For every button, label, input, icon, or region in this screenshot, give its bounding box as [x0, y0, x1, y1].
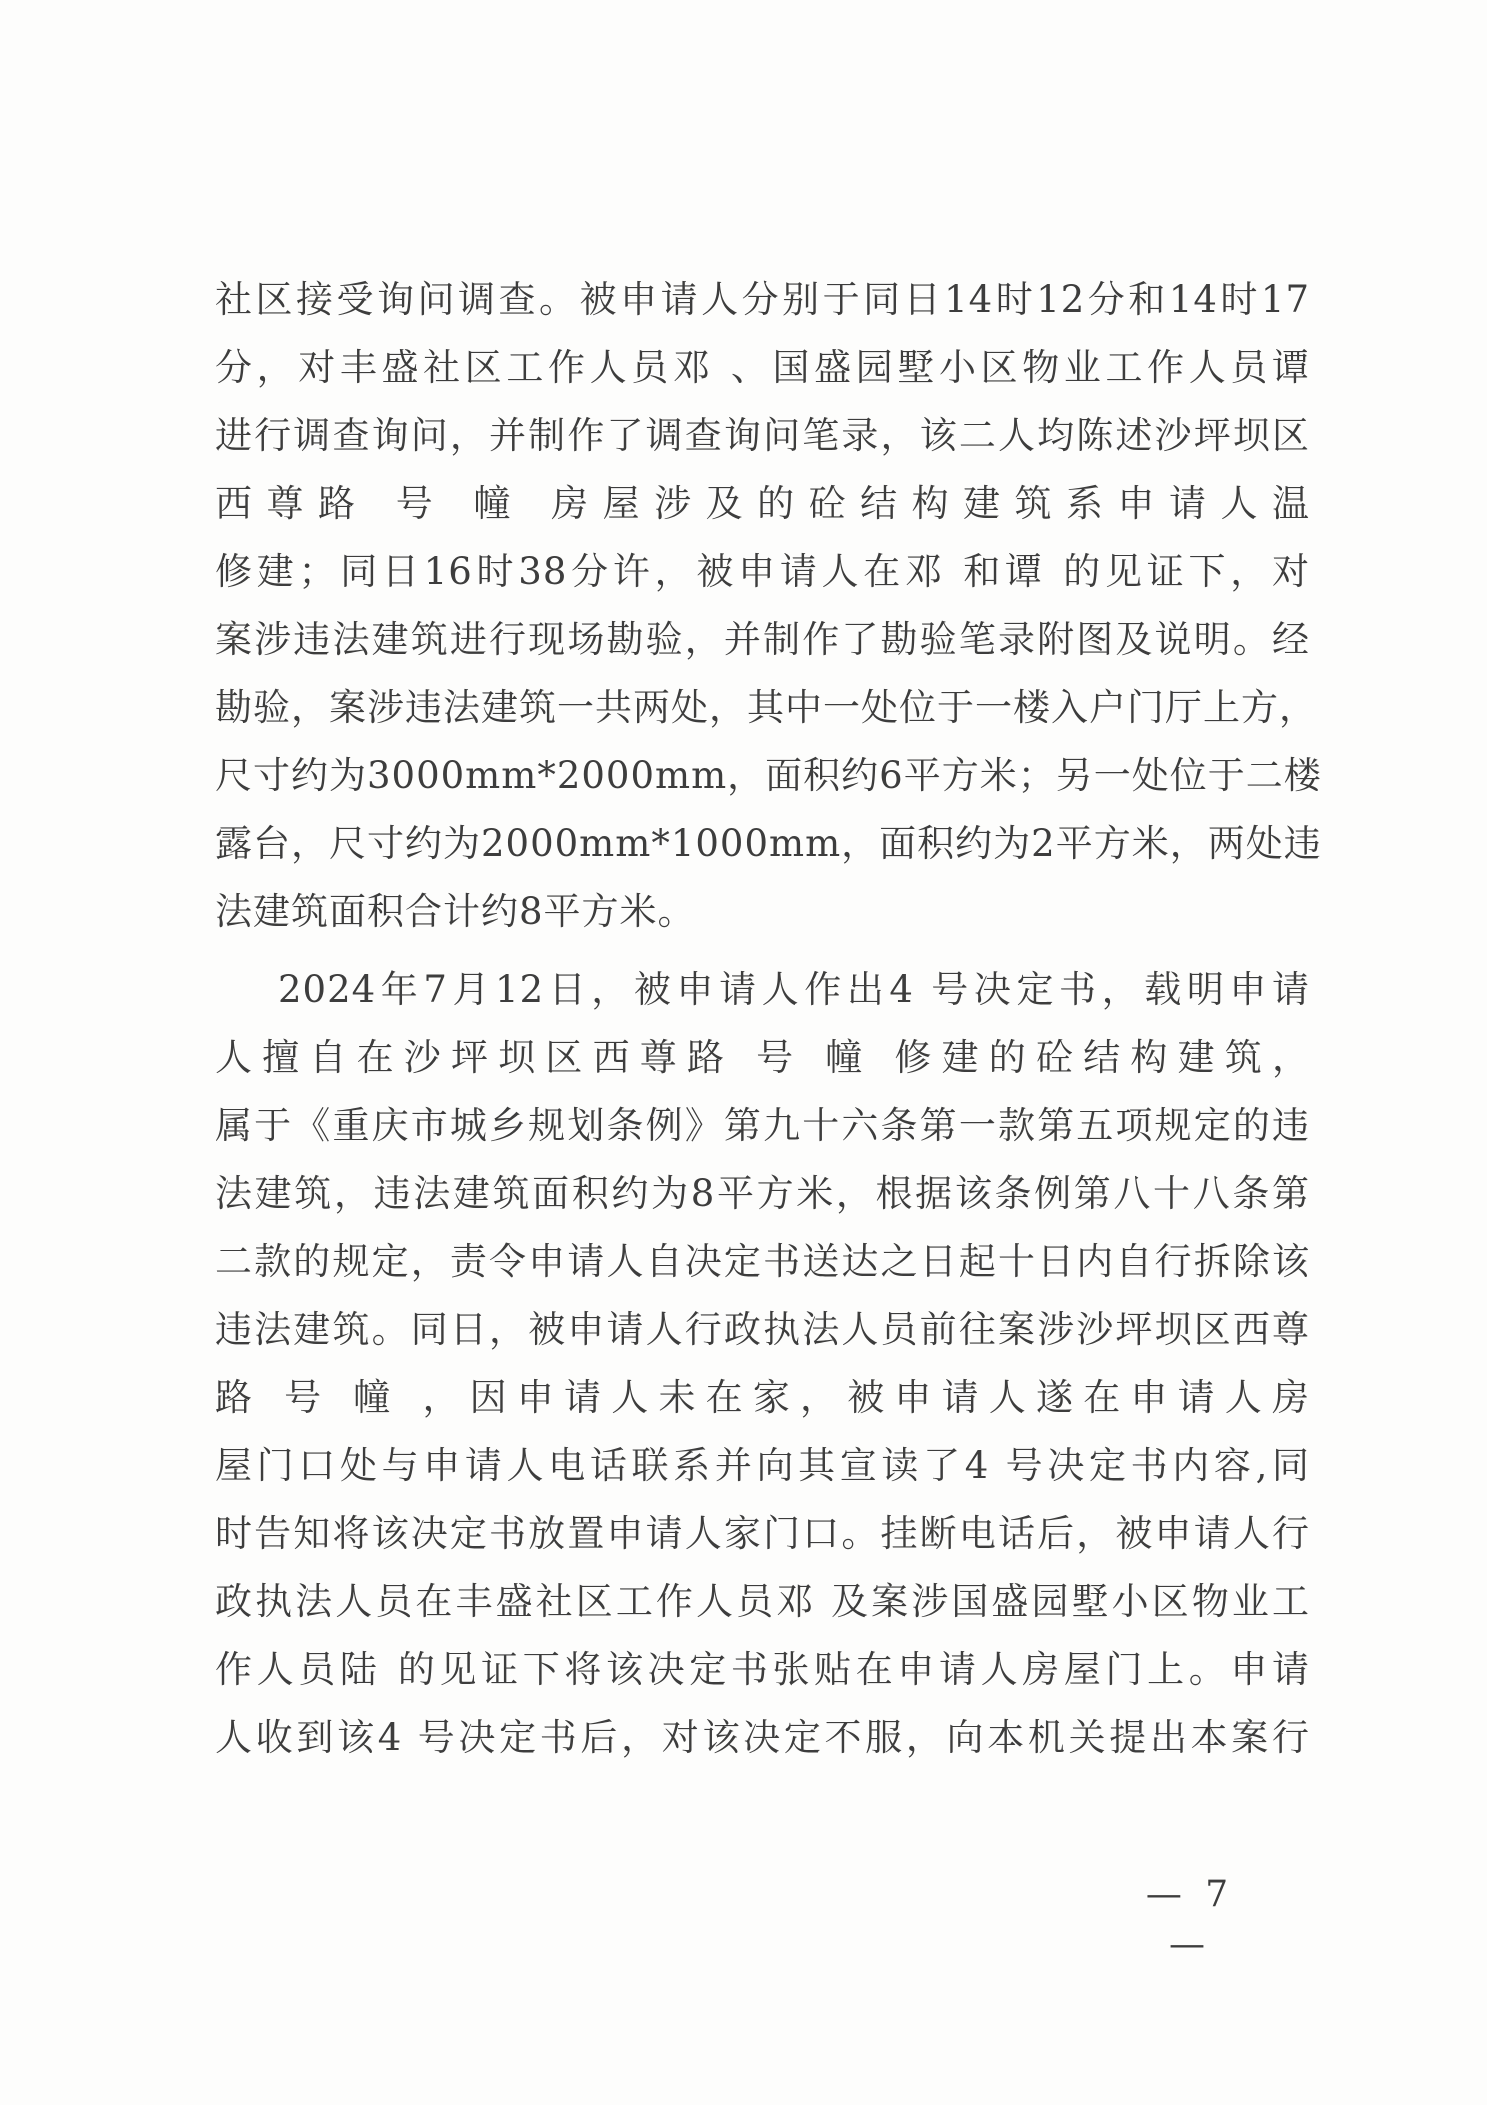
- text-line: 属于《重庆市城乡规划条例》第九十六条第一款第五项规定的违: [215, 1104, 1310, 1147]
- page-number: — 7 —: [1145, 1874, 1235, 1965]
- text-line: 屋门口处与申请人电话联系并向其宣读了4 号决定书内容,同: [215, 1444, 1310, 1487]
- text-line: 法建筑面积合计约8平方米。: [215, 890, 696, 933]
- text-line: 人收到该4 号决定书后，对该决定不服，向本机关提出本案行: [215, 1716, 1310, 1759]
- text-line: 勘验，案涉违法建筑一共两处，其中一处位于一楼入户门厅上方，: [215, 686, 1317, 729]
- text-line: 西尊路 号 幢 房屋涉及的砼结构建筑系申请人温: [215, 482, 1310, 525]
- text-line: 案涉违法建筑进行现场勘验，并制作了勘验笔录附图及说明。经: [215, 618, 1310, 661]
- text-line: 时告知将该决定书放置申请人家门口。挂断电话后，被申请人行: [215, 1512, 1310, 1555]
- text-line: 违法建筑。同日，被申请人行政执法人员前往案涉沙坪坝区西尊: [215, 1308, 1310, 1351]
- text-line: 露台，尺寸约为2000mm*1000mm，面积约为2平方米，两处违: [215, 822, 1322, 865]
- text-line: 路 号 幢 ，因申请人未在家，被申请人遂在申请人房: [215, 1376, 1310, 1419]
- text-line: 修建；同日16时38分许，被申请人在邓 和谭 的见证下，对: [215, 550, 1310, 593]
- text-line: 法建筑，违法建筑面积约为8平方米，根据该条例第八十八条第: [215, 1172, 1310, 1215]
- text-line: 人擅自在沙坪坝区西尊路 号 幢 修建的砼结构建筑，: [215, 1036, 1310, 1079]
- text-line: 社区接受询问调查。被申请人分别于同日14时12分和14时17: [215, 278, 1310, 321]
- text-line: 进行调查询问，并制作了调查询问笔录，该二人均陈述沙坪坝区: [215, 414, 1310, 457]
- paragraph-start-line: 2024年7月12日，被申请人作出4 号决定书，载明申请: [278, 968, 1310, 1011]
- text-line: 政执法人员在丰盛社区工作人员邓 及案涉国盛园墅小区物业工: [215, 1580, 1310, 1623]
- text-line: 分，对丰盛社区工作人员邓 、国盛园墅小区物业工作人员谭: [215, 346, 1310, 389]
- text-line: 尺寸约为3000mm*2000mm，面积约6平方米；另一处位于二楼: [215, 754, 1322, 797]
- text-line: 二款的规定，责令申请人自决定书送达之日起十日内自行拆除该: [215, 1240, 1310, 1283]
- text-line: 作人员陆 的见证下将该决定书张贴在申请人房屋门上。申请: [215, 1648, 1310, 1691]
